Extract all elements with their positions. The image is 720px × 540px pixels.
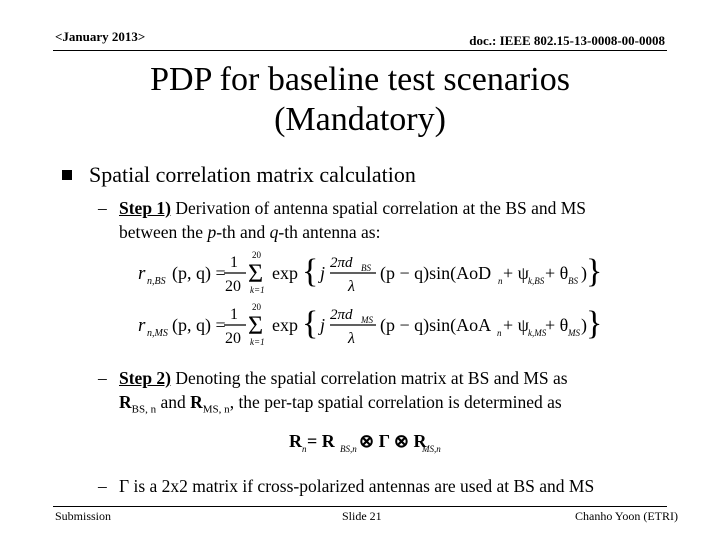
step-1: [98, 196, 587, 244]
eq1-lambda: λ: [348, 278, 355, 295]
eq1-pi-sub: BS: [361, 263, 371, 273]
eq1-j: j: [320, 263, 326, 283]
step-1-line-1: [119, 196, 586, 220]
step-3: [98, 474, 595, 498]
step-1-line-2: [119, 220, 586, 244]
eq2-lbrace: {: [302, 305, 319, 342]
eq1-mid: (p − q)sin(AoD: [380, 263, 492, 283]
footer-slide-number: Slide 21: [342, 509, 382, 523]
eq2-args: (p, q) =: [172, 315, 226, 335]
eq2-sigma: Σ: [248, 311, 264, 340]
eq2-frac-num: 1: [230, 306, 238, 323]
equation-ms: [130, 300, 603, 350]
eq2-rbrace: }: [586, 305, 603, 342]
eq1-lbrace: {: [302, 253, 319, 290]
dash-marker: –: [98, 198, 107, 218]
eq2-r-sub: n,MS: [147, 328, 168, 339]
step-2-R2: R: [190, 392, 203, 412]
equation-bs: [130, 248, 603, 298]
eq2-psi-sub: k,MS: [528, 328, 547, 338]
step-2-text-a: Denoting the spatial correlation matrix at BS and MS as: [171, 368, 568, 388]
step-1-text-b-pre: between the: [119, 222, 208, 242]
slide-title: [0, 60, 720, 140]
step-2-R1: R: [119, 392, 132, 412]
eq1-psi-sub: k,BS: [528, 276, 545, 286]
eq1-mid-sub: n: [498, 276, 503, 286]
step-1-text-a: Derivation of antenna spatial correlation at the BS and MS: [171, 198, 587, 218]
step-2-label: Step 2): [119, 368, 172, 388]
step-2: [98, 366, 568, 422]
step-1-text-b-post: -th antenna as:: [278, 222, 381, 242]
eq2-mid: (p − q)sin(AoA: [380, 315, 492, 335]
eq2-mid-sub: n: [497, 328, 502, 338]
eq1-close: ): [581, 263, 587, 283]
eq1-pi-num: 2πd: [330, 255, 353, 271]
eq2-plus: + ψ: [503, 315, 529, 335]
eq2-lambda: λ: [348, 330, 355, 347]
step-1-p: p: [207, 222, 217, 242]
header-date: <January 2013>: [55, 29, 146, 44]
footer-submission: Submission: [55, 509, 112, 523]
eq2-pi-num: 2πd: [330, 307, 353, 323]
eq1-sum-top: 20: [252, 250, 261, 260]
footer-author: Chanho Yoon (ETRI): [574, 509, 678, 523]
step-2-and: and: [156, 392, 191, 412]
eq3-eq: = R: [307, 431, 335, 451]
equation-rn: [285, 425, 441, 457]
eq2-pi-sub: MS: [361, 315, 373, 325]
step-2-line-1: [119, 366, 568, 390]
eq2-plus2: + θ: [545, 315, 569, 335]
eq1-sum-bot: k=1: [250, 285, 265, 295]
eq2-sum-top: 20: [252, 302, 261, 312]
eq2-j: j: [320, 315, 326, 335]
dash-marker: –: [98, 368, 107, 388]
eq1-r-sub: n,BS: [147, 276, 166, 287]
eq3-r2-sub: MS,n: [422, 444, 441, 454]
step-2-text-b: , the per-tap spatial correlation is determined as: [229, 392, 562, 412]
eq3-lhs: R: [289, 431, 302, 451]
eq2-sum-bot: k=1: [250, 337, 265, 347]
eq1-theta-sub: BS: [568, 276, 578, 286]
eq1-rbrace: }: [586, 253, 603, 290]
bullet-square-icon: [62, 170, 72, 180]
step-2-line-2: [119, 390, 568, 422]
eq1-sigma: Σ: [248, 259, 264, 288]
title-line-2: (Mandatory): [274, 101, 446, 138]
step-2-sub1: BS, n: [131, 403, 157, 416]
eq2-r: r: [138, 315, 146, 336]
eq2-close: ): [581, 315, 587, 335]
bullet-item: [62, 162, 416, 188]
eq1-args: (p, q) =: [172, 263, 226, 283]
eq2-theta-sub: MS: [568, 328, 580, 338]
header-doc-id: doc.: IEEE 802.15-13-0008-00-0008: [469, 33, 665, 48]
eq1-frac-den: 20: [225, 278, 241, 295]
footer-divider: [53, 506, 667, 507]
step-1-label: Step 1): [119, 198, 172, 218]
step-1-text-b-mid: -th and: [216, 222, 270, 242]
step-2-sub2: MS, n: [202, 403, 230, 416]
eq2-exp: exp: [272, 315, 298, 335]
eq3-otimes: ⊗ Γ ⊗ R: [359, 431, 427, 451]
eq1-plus: + ψ: [503, 263, 529, 283]
eq1-exp: exp: [272, 263, 298, 283]
eq3-r1-sub: BS,n: [340, 444, 357, 454]
eq2-frac-den: 20: [225, 330, 241, 347]
header-divider: [53, 50, 667, 51]
eq1-r: r: [138, 263, 146, 284]
step-3-text: Γ is a 2x2 matrix if cross-polarized antennas are used at BS and MS: [119, 476, 595, 496]
step-1-q: q: [269, 222, 279, 242]
dash-marker: –: [98, 476, 107, 496]
eq3-lhs-sub: n: [302, 444, 307, 454]
eq1-frac-num: 1: [230, 254, 238, 271]
title-line-1: PDP for baseline test scenarios: [150, 61, 570, 98]
bullet-text: Spatial correlation matrix calculation: [89, 162, 416, 187]
eq1-plus2: + θ: [545, 263, 569, 283]
